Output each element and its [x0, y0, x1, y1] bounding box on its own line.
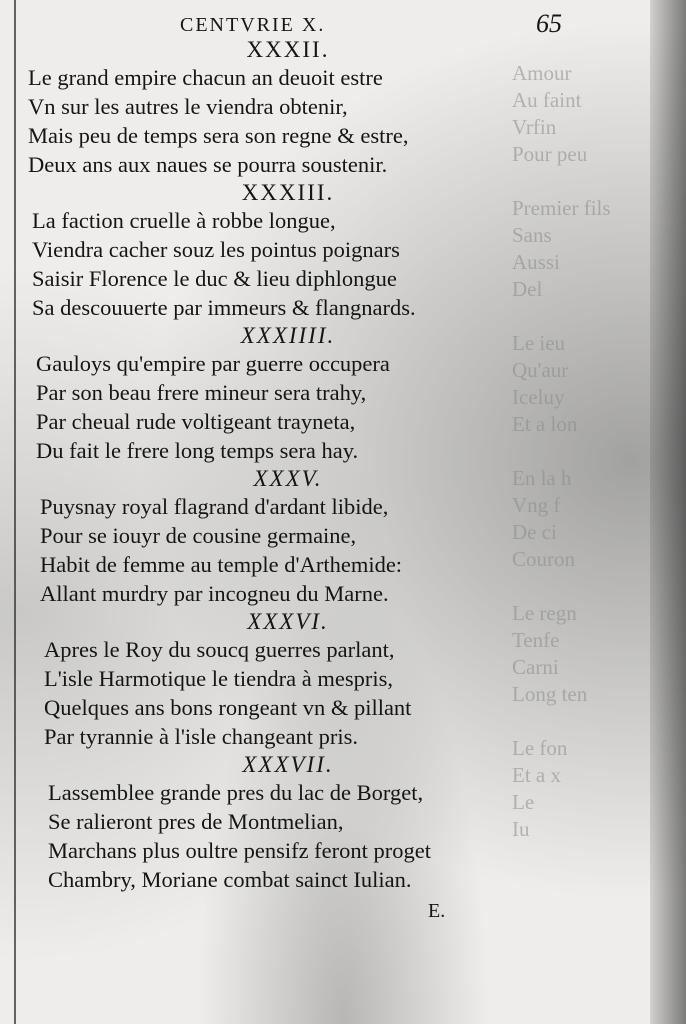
verse-line: Par cheual rude voltigeant trayneta,: [36, 409, 356, 434]
verse-line: Vn sur les autres le viendra obtenir,: [28, 94, 348, 119]
bleed-fragment: Couron: [512, 547, 575, 571]
verse-line: Le grand empire chacun an deuoit estre: [28, 65, 383, 90]
verse-line: L'isle Harmotique le tiendra à mespris,: [44, 666, 393, 691]
quatrain-number: XXXVI.: [247, 609, 329, 634]
quatrain-number: XXXII.: [246, 37, 330, 62]
bleed-fragment: Carni: [512, 655, 559, 679]
verse-line: Gauloys qu'empire par guerre occupera: [36, 351, 390, 376]
verse-line: Chambry, Moriane combat sainct Iulian.: [48, 867, 412, 892]
page-shadow-edge: [650, 0, 686, 1024]
quatrain: [28, 751, 548, 894]
verse-line: Deux ans aux naues se pourra soustenir.: [28, 152, 388, 177]
quatrain-number: XXXIII.: [241, 180, 335, 205]
bleed-fragment: Vng f: [512, 493, 561, 517]
verse-line: Du fait le frere long temps sera hay.: [36, 438, 359, 463]
quatrain-number: XXXVII.: [242, 752, 334, 777]
quatrain: [28, 465, 548, 608]
quatrain: [28, 608, 548, 751]
page-header: [0, 6, 686, 36]
bleed-fragment: Tenfe: [512, 628, 560, 652]
bleed-fragment: Iu: [512, 817, 530, 841]
verse-line: Allant murdry par incogneu du Marne.: [40, 581, 389, 606]
verse-line: Saisir Florence le duc & lieu diphlongue: [32, 266, 397, 291]
quatrain-text: [28, 36, 548, 894]
bleed-fragment: En la h: [512, 466, 572, 490]
quatrain-number: XXXIIII.: [240, 323, 336, 348]
bleed-fragment: Le fon: [512, 736, 568, 760]
bleed-fragment: Long ten: [512, 682, 588, 706]
quatrain-number: XXXV.: [253, 466, 323, 491]
verse-line: Viendra cacher souz les pointus poignars: [32, 237, 400, 262]
bleed-fragment: Et a x: [512, 763, 561, 787]
verse-line: Apres le Roy du soucq guerres parlant,: [44, 637, 395, 662]
running-head: CENTVRIE X.: [180, 14, 326, 36]
bleed-fragment: Vrfin: [512, 115, 557, 139]
bleed-fragment: Le ieu: [512, 331, 566, 355]
page-number: 65: [536, 9, 562, 38]
verse-line: Se ralieront pres de Montmelian,: [48, 809, 344, 834]
quatrain: [28, 36, 548, 179]
bleed-fragment: De ci: [512, 520, 557, 544]
signature-mark: E.: [428, 900, 446, 922]
verse-line: Par tyrannie à l'isle changeant pris.: [44, 724, 358, 749]
verse-line: Quelques ans bons rongeant vn & pillant: [44, 695, 412, 720]
page-gutter-edge: [14, 0, 16, 1024]
bleed-fragment: Sans: [512, 223, 552, 247]
verse-line: Par son beau frere mineur sera trahy,: [36, 380, 367, 405]
bleed-fragment: Et a lon: [512, 412, 578, 436]
verse-line: Pour se iouyr de cousine germaine,: [40, 523, 357, 548]
bleed-fragment: Iceluy: [512, 385, 565, 409]
verse-line: Mais peu de temps sera son regne & estre,: [28, 123, 409, 148]
quatrain: [28, 322, 548, 465]
verse-line: Habit de femme au temple d'Arthemide:: [40, 552, 403, 577]
verse-line: Puysnay royal flagrand d'ardant libide,: [40, 494, 389, 519]
quatrain: [28, 179, 548, 322]
bleed-fragment: Premier fils: [512, 196, 611, 220]
verse-line: Lassemblee grande pres du lac de Borget,: [48, 780, 424, 805]
verse-line: La faction cruelle à robbe longue,: [32, 208, 336, 233]
bleed-fragment: Aussi: [512, 250, 560, 274]
bleed-fragment: Le: [512, 790, 535, 814]
bleed-fragment: Amour: [512, 61, 572, 85]
bleed-fragment: Au faint: [512, 88, 582, 112]
bleed-fragment: Qu'aur: [512, 358, 569, 382]
verse-line: Sa descouuerte par immeurs & flangnards.: [32, 295, 416, 320]
bleed-fragment: Del: [512, 277, 543, 301]
bleed-fragment: Pour peu: [512, 142, 588, 166]
bleed-fragment: Le regn: [512, 601, 577, 625]
verse-line: Marchans plus oultre pensifz feront proget: [48, 838, 432, 863]
